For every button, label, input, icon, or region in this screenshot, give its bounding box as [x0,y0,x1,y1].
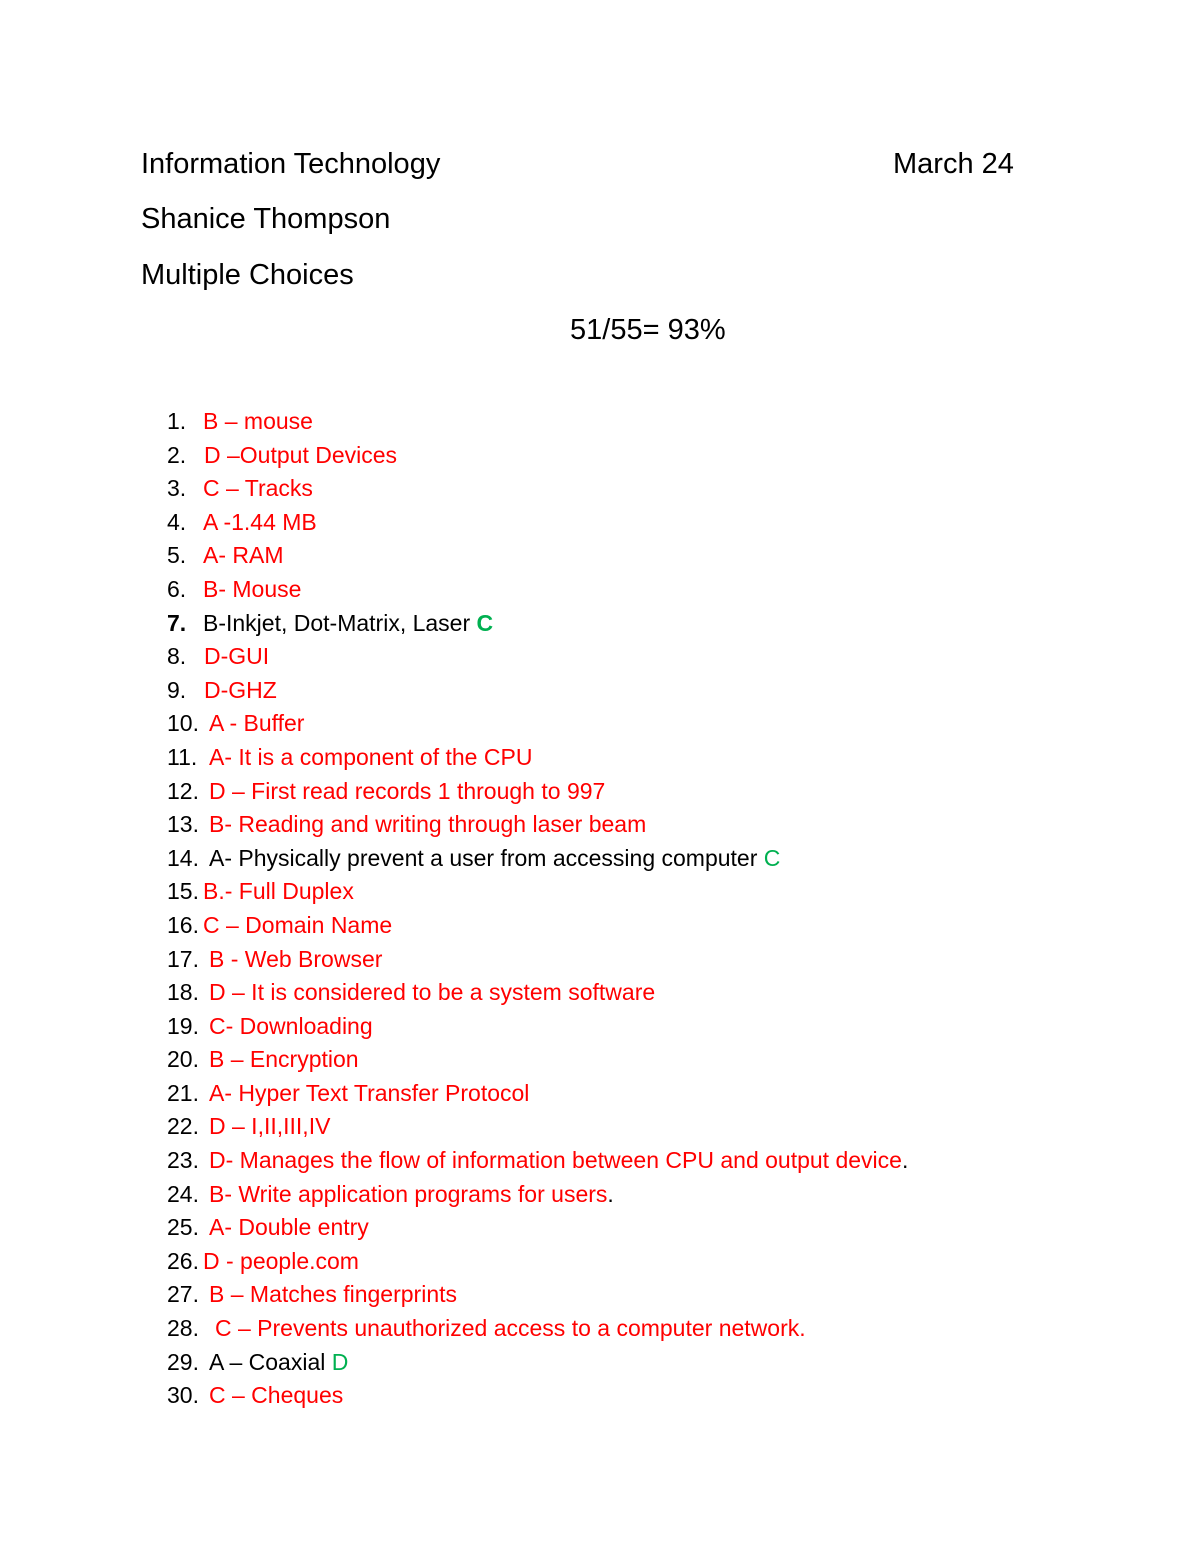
answer-item [0,1077,1100,1111]
answer-number: 1. [167,408,187,434]
date-text: March 24 [893,148,1014,180]
answer-number: 23. [167,1147,199,1174]
answer-number: 24. [167,1180,199,1207]
answer-item [0,1379,1100,1413]
subject-title: Information Technology [141,148,441,180]
answer-number: 9. [167,676,187,703]
answer-text: A- Hyper Text Transfer Protocol [209,1079,530,1106]
answer-text-value: A – Coaxial [209,1348,326,1375]
answer-text [203,607,493,641]
correction-mark: D [331,1348,349,1375]
answer-text: C- Downloading [209,1012,373,1039]
answer-number: 12. [167,777,199,804]
answer-item [0,1110,1100,1144]
answer-text: A- RAM [203,542,284,569]
answer-text: D - people.com [203,1247,359,1274]
answer-text: B – mouse [203,408,313,434]
answer-tail: . [901,1147,909,1174]
answer-text: B- Reading and writing through laser beam [209,811,647,838]
answer-item [0,1312,1100,1346]
answer-text: A -1.44 MB [203,508,317,535]
answer-text: D-GUI [204,643,270,670]
answer-item [0,842,1100,876]
answer-item [0,640,1100,674]
answer-item [0,506,1100,540]
answer-text: A- It is a component of the CPU [209,743,533,770]
answer-item [0,607,1100,641]
answer-number: 14. [167,844,199,871]
answer-text: A - Buffer [209,710,305,737]
answer-item [0,1178,1100,1212]
answer-text: D – I,II,III,IV [209,1113,331,1140]
answer-number: 21. [167,1079,199,1106]
answer-text-value: D- Manages the flow of information between CPU and output device [209,1147,902,1174]
answer-number: 10. [167,710,199,737]
answer-number: 28. [167,1315,199,1342]
answer-item [0,1245,1100,1279]
answer-text-value: B-Inkjet, Dot-Matrix, Laser [203,609,471,636]
answer-text-value: A- Physically prevent a user from accessing computer [209,844,758,871]
answer-text: C – Domain Name [203,911,393,938]
answer-text [209,842,780,876]
correction-mark: C [763,844,781,871]
answer-number: 17. [167,945,199,972]
answer-number: 29. [167,1348,199,1375]
answer-item [0,1144,1100,1178]
answer-text: B - Web Browser [209,945,383,972]
answer-text [209,1346,348,1380]
answer-item [0,976,1100,1010]
answer-item [0,1278,1100,1312]
answer-item [0,439,1100,473]
answer-number: 15. [167,878,199,905]
answer-list [0,405,1100,1413]
answer-number: 5. [167,542,187,569]
answer-text: B.- Full Duplex [203,878,354,905]
answer-number: 30. [167,1382,199,1409]
answer-number: 8. [167,643,187,670]
answer-number: 19. [167,1012,199,1039]
answer-number: 4. [167,508,187,535]
answer-item [0,1346,1100,1380]
answer-text: D –Output Devices [204,441,398,468]
answer-item [0,741,1100,775]
answer-number: 11. [167,743,198,770]
answer-item [0,1043,1100,1077]
answer-text: C – Tracks [203,475,313,502]
answer-text: C – Prevents unauthorized access to a computer network. [215,1315,806,1342]
answer-item [0,808,1100,842]
answer-text [209,1178,614,1212]
answer-item [0,875,1100,909]
answer-item [0,573,1100,607]
answer-number: 7. [167,609,187,636]
correction-mark: C [476,609,494,636]
answer-item [0,943,1100,977]
answer-text: C – Cheques [209,1382,344,1409]
answer-item [0,1010,1100,1044]
answer-text: D – It is considered to be a system software [209,979,656,1006]
answer-item [0,674,1100,708]
answer-number: 20. [167,1046,199,1073]
answer-text: D – First read records 1 through to 997 [209,777,606,804]
answer-text: A- Double entry [209,1214,369,1241]
answer-number: 25. [167,1214,199,1241]
answer-number: 26. [167,1247,199,1274]
answer-number: 16. [167,911,199,938]
answer-item [0,1211,1100,1245]
answer-item [0,405,1100,439]
answer-number: 2. [167,441,187,468]
answer-number: 3. [167,475,187,502]
answer-text: B – Encryption [209,1046,359,1073]
answer-number: 18. [167,979,199,1006]
answer-item [0,775,1100,809]
answer-item [0,472,1100,506]
answer-number: 27. [167,1281,199,1308]
answer-number: 13. [167,811,199,838]
answer-number: 22. [167,1113,199,1140]
answer-text: B – Matches fingerprints [209,1281,458,1308]
section-title: Multiple Choices [141,259,354,291]
score-text: 51/55= 93% [570,314,726,346]
answer-text: D-GHZ [204,676,277,703]
answer-tail: . [607,1180,614,1207]
answer-item [0,707,1100,741]
answer-item [0,909,1100,943]
answer-item [0,539,1100,573]
answer-number: 6. [167,575,187,602]
answer-text [209,1144,908,1178]
student-name: Shanice Thompson [141,203,391,235]
answer-text: B- Mouse [203,575,302,602]
answer-text-value: B- Write application programs for users [209,1180,608,1207]
